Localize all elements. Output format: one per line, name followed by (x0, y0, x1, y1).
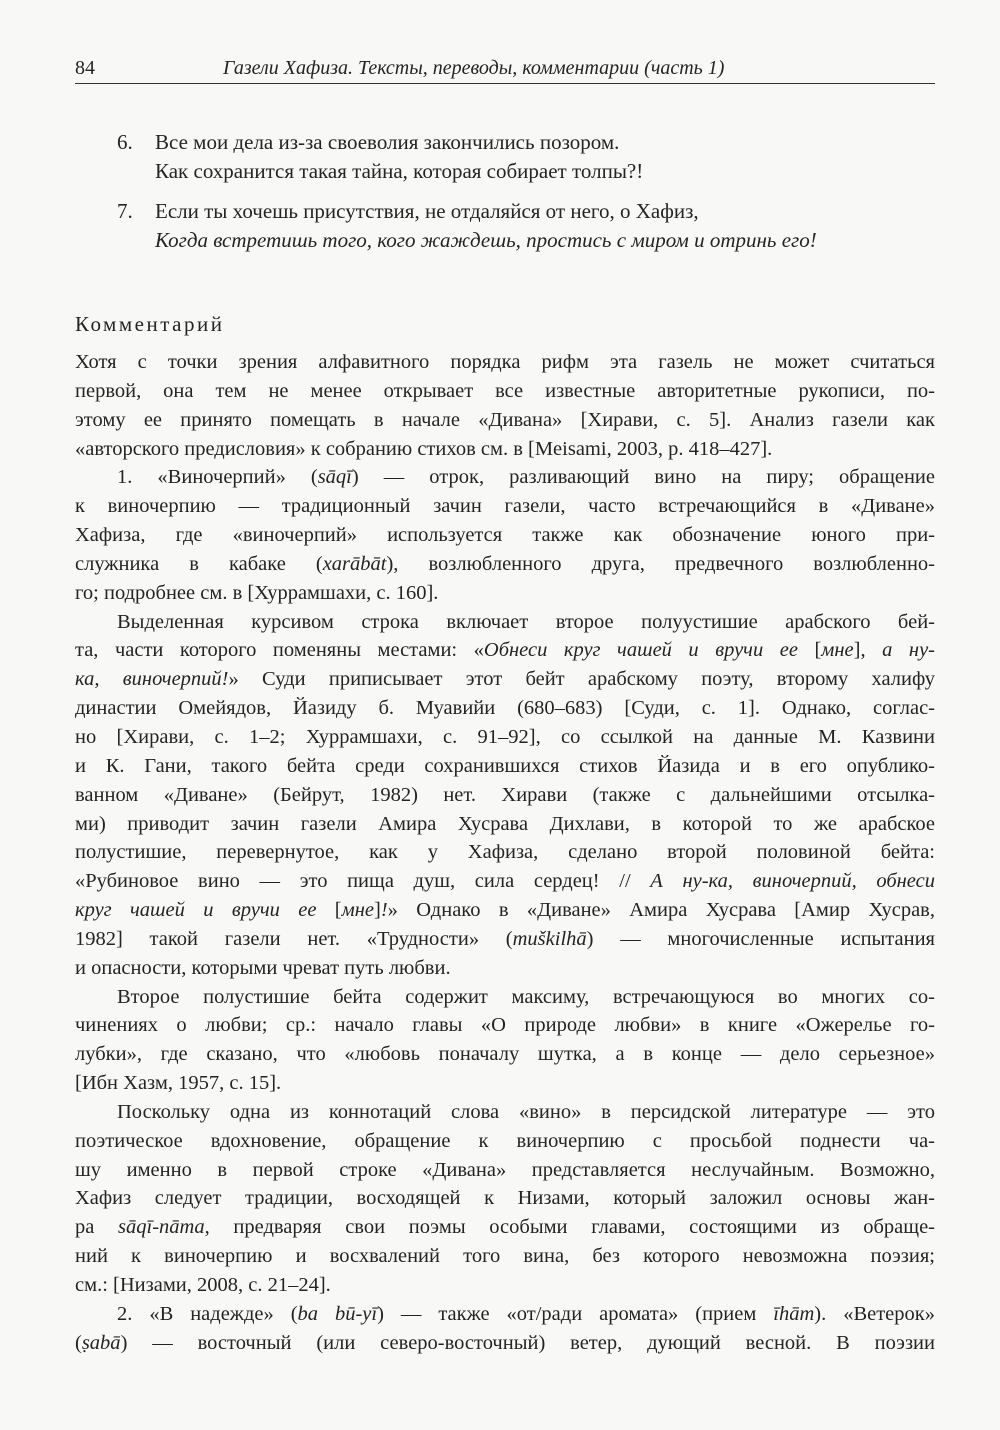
text-run: поэтическое вдохновение, обращение к виночерпию с просьбой поднести ча- (75, 1129, 935, 1152)
paragraph (75, 1300, 935, 1358)
italic-text: ка, виночерпий! (75, 668, 229, 691)
page-number: 84 (75, 57, 95, 79)
text-run: Все мои дела из-за своеволия закончились позором. (155, 130, 620, 154)
text-line (75, 348, 935, 377)
text-run: ). «Ветерок» (814, 1302, 935, 1325)
verse-line (155, 226, 917, 255)
text-run: Второе полустишие бейта содержит максиму, встречающуюся во многих со- (117, 985, 935, 1008)
text-line (75, 867, 935, 896)
text-run: шу именно в первой строке «Дивана» представляется неслучайным. Возможно, (75, 1158, 935, 1181)
text-run: и К. Гани, такого бейта среди сохранившихся стихов Йазида и в его опублико- (75, 754, 935, 777)
text-line (75, 1184, 935, 1213)
commentary-body (75, 348, 935, 1358)
text-line (75, 636, 935, 665)
italic-text: Обнеси круг чашей и вручи ее (483, 639, 815, 662)
text-run: ) — восточный (или северо-восточный) ветер, дующий весной. В поэзии (120, 1331, 935, 1354)
text-run: Хафиз следует традиции, восходящей к Низами, который заложил основы жан- (75, 1187, 935, 1210)
text-line (75, 1127, 935, 1156)
text-run: чинениях о любви; ср.: начало главы «О природе любви» в книге «Ожерелье го- (75, 1014, 935, 1037)
text-run: ( (75, 1331, 82, 1354)
text-run: ) — отрок, разливающий вино на пиру; обращение (351, 466, 935, 489)
text-run: » Однако в «Диване» Амира Хусрава [Амир Хусрав, (387, 899, 935, 922)
text-line (75, 896, 935, 925)
text-run: ванном «Диване» (Бейрут, 1982) нет. Хирави (также с дальнейшими отсылка- (75, 783, 935, 806)
text-line (75, 1156, 935, 1185)
text-run: к виночерпию — традиционный зачин газели, часто встречающийся в «Диване» (75, 495, 935, 518)
italic-text: круг чашей и вручи ее (75, 899, 335, 922)
text-run: [ (814, 639, 822, 662)
text-run: 1. «Виночерпий» ( (117, 466, 318, 489)
text-run: этому ее принято помещать в начале «Дивана» [Хирави, с. 5]. Анализ газели как (75, 408, 935, 431)
text-line (75, 781, 935, 810)
paragraph (75, 983, 935, 1098)
verse-line (155, 197, 917, 226)
text-line (75, 665, 935, 694)
text-line (75, 550, 935, 579)
text-line (75, 1242, 935, 1271)
italic-text: Когда встретишь того, кого жаждешь, простись с миром и отринь его! (155, 228, 817, 252)
verse-number: 7. (117, 199, 133, 223)
text-run: Хотя с точки зрения алфавитного порядка рифм эта газель не может считаться (75, 351, 935, 373)
italic-text: А ну-ка, виночерпий, обнеси (650, 870, 935, 893)
text-line (75, 406, 935, 435)
text-line (75, 1011, 935, 1040)
verse-item (117, 197, 917, 255)
italic-text: xarābāt (322, 552, 387, 575)
text-run: Если ты хочешь присутствия, не отдаляйся от него, о Хафиз, (155, 199, 699, 223)
paragraph (75, 608, 935, 983)
paragraph (75, 1098, 935, 1300)
text-line (75, 1329, 935, 1358)
text-run: ], (853, 639, 883, 662)
text-run: [ (334, 899, 342, 922)
text-run: [Ибн Хазм, 1957, с. 15]. (75, 1072, 282, 1095)
italic-text: muškilhā (512, 927, 587, 950)
verse-item (117, 128, 917, 186)
text-line (75, 579, 935, 608)
text-run: Хафиза, где «виночерпий» используется также как обозначение юного при- (75, 524, 935, 547)
text-line (75, 723, 935, 752)
text-line (75, 954, 935, 983)
italic-text: мне (821, 639, 854, 662)
text-run: 2. «В надежде» ( (117, 1302, 298, 1325)
text-run: династии Омейядов, Йазиду б. Муавийи (680–683) [Суди, с. 1]. Однако, соглас- (75, 697, 935, 720)
text-run: служника в кабаке ( (75, 552, 323, 575)
text-run: 1982] такой газели нет. «Трудности» ( (75, 927, 513, 950)
verse-line (155, 128, 917, 157)
text-line (75, 492, 935, 521)
text-line (75, 608, 935, 637)
italic-text: мне (341, 899, 374, 922)
text-run: » Суди приписывает этот бейт арабскому поэту, второму халифу (228, 668, 935, 691)
text-line (75, 810, 935, 839)
text-run: Как сохранится такая тайна, которая собирает толпы?! (155, 159, 644, 183)
text-line (75, 752, 935, 781)
italic-text: ba bū-yī (297, 1302, 378, 1325)
running-title: Газели Хафиза. Тексты, переводы, комментарии (часть 1) (223, 57, 725, 79)
section-heading: Комментарий (75, 312, 225, 336)
text-line (75, 925, 935, 954)
italic-text: ! (380, 899, 388, 922)
text-line (75, 1213, 935, 1242)
text-line (75, 435, 935, 464)
text-line (75, 694, 935, 723)
text-run: ) — также «от/ради аромата» (прием (377, 1302, 774, 1325)
running-header (75, 55, 935, 84)
text-run: полустишие, перевернутое, как у Хафиза, сделано второй половиной бейта: (75, 841, 935, 864)
text-line (75, 1300, 935, 1329)
text-line (75, 521, 935, 550)
text-line (75, 983, 935, 1012)
italic-text: sāqī (317, 466, 352, 489)
text-run: та, части которого поменяны местами: « (75, 639, 484, 662)
verse-translations (117, 128, 917, 266)
text-run: ми) приводит зачин газели Амира Хусрава Дихлави, в которой то же арабское (75, 812, 935, 835)
text-run: го; подробнее см. в [Хуррамшахи, с. 160]. (75, 581, 439, 604)
italic-text: ṣabā (81, 1331, 121, 1354)
text-run: см.: [Низами, 2008, с. 21–24]. (75, 1274, 331, 1296)
text-run: ), возлюбленного друга, предвечного возлюбленно- (386, 552, 935, 575)
paragraph (75, 348, 935, 463)
text-run: , предваряя свои поэмы особыми главами, состоящими из обраще- (204, 1216, 935, 1239)
text-run: и опасности, которыми чреват путь любви. (75, 956, 451, 979)
italic-text: а ну- (882, 639, 936, 662)
text-run: Поскольку одна из коннотаций слова «вино» в персидской литературе — это (117, 1100, 935, 1123)
text-run: лубки», где сказано, что «любовь поначалу шутка, а в конце — дело серьезное» (75, 1043, 935, 1066)
text-line (75, 377, 935, 406)
text-line (75, 463, 935, 492)
italic-text: īhām (773, 1302, 815, 1325)
text-run: Выделенная курсивом строка включает второе полуустишие арабского бей- (117, 610, 935, 633)
italic-text: sāqī-nāma (118, 1216, 205, 1239)
text-line (75, 838, 935, 867)
text-run: но [Хирави, с. 1–2; Хуррамшахи, с. 91–92], со ссылкой на данные М. Казвини (75, 725, 935, 748)
verse-line (155, 157, 917, 186)
text-line (75, 1040, 935, 1069)
text-run: «Рубиновое вино — это пища душ, сила сердец! // (75, 870, 651, 893)
text-line (75, 1069, 935, 1098)
text-line (75, 1098, 935, 1127)
paragraph (75, 463, 935, 607)
text-run: «авторского предисловия» к собранию стихов см. в [Meisami, 2003, p. 418–427]. (75, 437, 773, 460)
verse-number: 6. (117, 130, 133, 154)
text-run: ) — многочисленные испытания (586, 927, 935, 950)
text-run: первой, она тем не менее открывает все известные авторитетные рукописи, по- (75, 379, 935, 402)
text-run: ] (373, 899, 381, 922)
text-run: ний к виночерпию и восхвалений того вина, без которого невозможна поэзия; (75, 1245, 935, 1268)
text-line (75, 1271, 935, 1300)
text-run: ра (75, 1216, 119, 1239)
